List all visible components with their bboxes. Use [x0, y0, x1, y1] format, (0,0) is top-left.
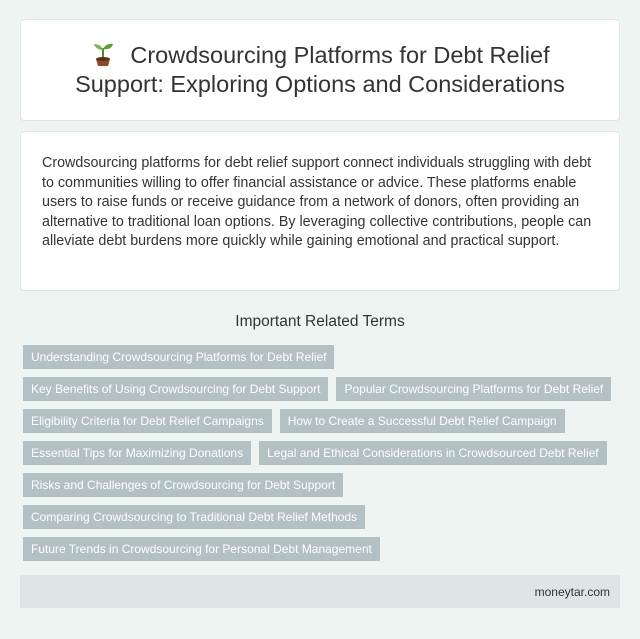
related-terms-heading: Important Related Terms — [235, 313, 405, 330]
related-term-tag[interactable]: Understanding Crowdsourcing Platforms for Debt Relief — [23, 345, 334, 369]
tag-row — [23, 537, 623, 561]
footer — [20, 575, 620, 608]
sprout-icon — [90, 41, 116, 67]
tag-row — [23, 409, 623, 433]
tag-row — [23, 473, 623, 497]
related-term-tag[interactable]: Eligibility Criteria for Debt Relief Campaigns — [23, 409, 272, 433]
page-title-text: Crowdsourcing Platforms for Debt Relief Support: Exploring Options and Considerations — [75, 42, 565, 97]
related-term-tag[interactable]: Legal and Ethical Considerations in Crowdsourced Debt Relief — [259, 441, 607, 465]
tag-row — [23, 345, 623, 369]
footer-site-link[interactable]: moneytar.com — [534, 584, 610, 599]
related-term-tag[interactable]: How to Create a Successful Debt Relief Campaign — [280, 409, 565, 433]
related-terms-list — [23, 345, 623, 569]
related-term-tag[interactable]: Essential Tips for Maximizing Donations — [23, 441, 251, 465]
related-term-tag[interactable]: Key Benefits of Using Crowdsourcing for Debt Support — [23, 377, 328, 401]
related-term-tag[interactable]: Popular Crowdsourcing Platforms for Debt Relief — [336, 377, 611, 401]
page-title — [50, 41, 590, 99]
tag-row — [23, 505, 623, 529]
tag-row — [23, 377, 623, 401]
tag-row — [23, 441, 623, 465]
title-card — [20, 19, 620, 121]
related-term-tag[interactable]: Comparing Crowdsourcing to Traditional Debt Relief Methods — [23, 505, 365, 529]
related-term-tag[interactable]: Future Trends in Crowdsourcing for Personal Debt Management — [23, 537, 380, 561]
related-term-tag[interactable]: Risks and Challenges of Crowdsourcing for Debt Support — [23, 473, 343, 497]
intro-paragraph: Crowdsourcing platforms for debt relief support connect individuals struggling with debt to communities willing to offer financial assistance or advice. These platforms enable users to raise funds or receive guidance from a network of donors, often providing an alternative to traditional loan options. By leveraging collective contributions, people can alleviate debt burdens more quickly while gaining emotional and practical support. — [42, 155, 592, 250]
intro-card — [20, 131, 620, 291]
